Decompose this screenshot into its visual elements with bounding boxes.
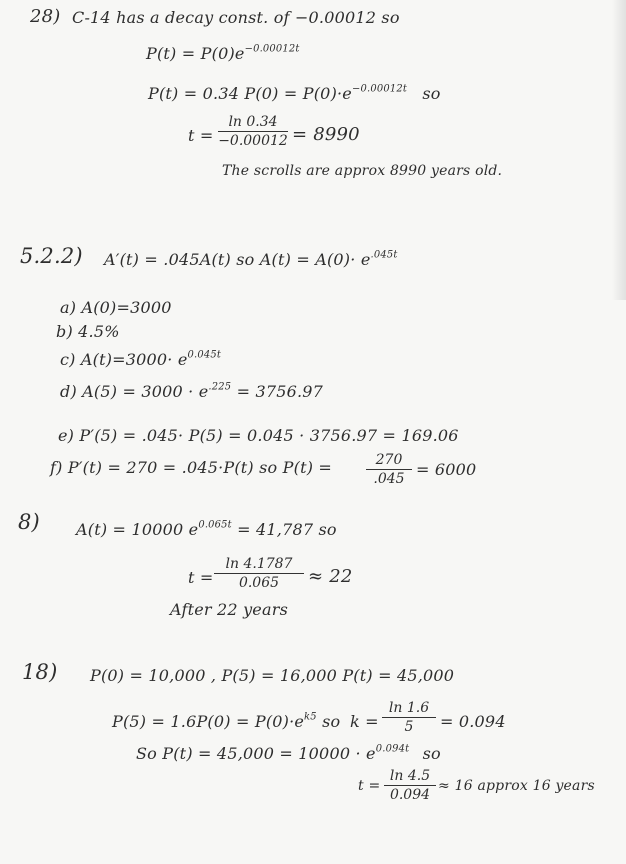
problem-28-substitution: P(t) = 0.34 $P(0) = P(0)\cdot e^{-0.00012t}$ so: [148, 83, 441, 103]
problem-18-k-result: = 0.094: [440, 712, 506, 731]
problem-28-label: 28): [30, 6, 61, 27]
problem-28-result: = 8990: [292, 124, 360, 145]
part-a: a) A(0)=3000: [60, 298, 172, 317]
part-d: d) $A(5) = 3000 \cdot e^{.225} = 3756.97$: [60, 381, 324, 401]
part-f-fraction: 270 .045: [366, 452, 412, 487]
part-f: f) P′(t) = 270 = .045·P(t) so P(t) =: [50, 458, 333, 477]
problem-18-label: 18): [22, 660, 58, 684]
problem-18-t-lhs: t =: [358, 778, 381, 794]
problem-18-given: P(0) = 10,000 , P(5) = 16,000 P(t) = 45,000: [90, 666, 455, 685]
problem-28-t-lhs: t =: [188, 126, 214, 145]
problem-18-k-fraction: ln 1.6 5: [382, 700, 436, 735]
problem-5-2-2-statement: A′(t) = .045A(t) so $A(t) = A(0)\cdot e^{.045t}$: [104, 249, 398, 269]
problem-8-equation: A(t) = 10000 $e^{0.065t} = 41,787$ so: [76, 519, 337, 539]
part-f-result: = 6000: [416, 460, 477, 479]
problem-18-k-lhs: k =: [350, 712, 379, 731]
problem-18-solve: So $P(t) = 45,000 = 10000 \cdot e^{0.094t}$ so: [136, 743, 441, 763]
page-edge-shadow: [612, 0, 626, 300]
problem-28-conclusion: The scrolls are approx 8990 years old.: [222, 163, 503, 179]
problem-8-fraction: ln 4.1787 0.065: [214, 556, 304, 591]
problem-18-t-fraction: ln 4.5 0.094: [384, 768, 436, 803]
part-b: b) 4.5%: [56, 322, 120, 341]
problem-8-label: 8): [18, 510, 40, 534]
problem-8-t-lhs: t =: [188, 568, 214, 587]
problem-5-2-2-label: 5.2.2): [20, 244, 83, 268]
part-e: e) P′(5) = .045· P(5) = 0.045 · 3756.97 = 169.06: [58, 426, 459, 445]
problem-8-result: ≈ 22: [308, 566, 353, 587]
problem-18-growth: $P(5) = 1.6P(0) = P(0)\cdot e^{k5}$ so: [112, 711, 341, 731]
problem-28-fraction: ln 0.34 −0.00012: [218, 114, 288, 149]
problem-28-statement: C-14 has a decay const. of −0.00012 so: [72, 8, 400, 27]
part-c: c) $A(t)=3000\cdot e^{0.045t}$: [60, 349, 222, 369]
problem-28-model: $P(t) = P(0)e^{-0.00012t}$: [146, 43, 300, 63]
problem-8-conclusion: After 22 years: [170, 600, 288, 619]
problem-18-result: ≈ 16 approx 16 years: [438, 778, 595, 794]
